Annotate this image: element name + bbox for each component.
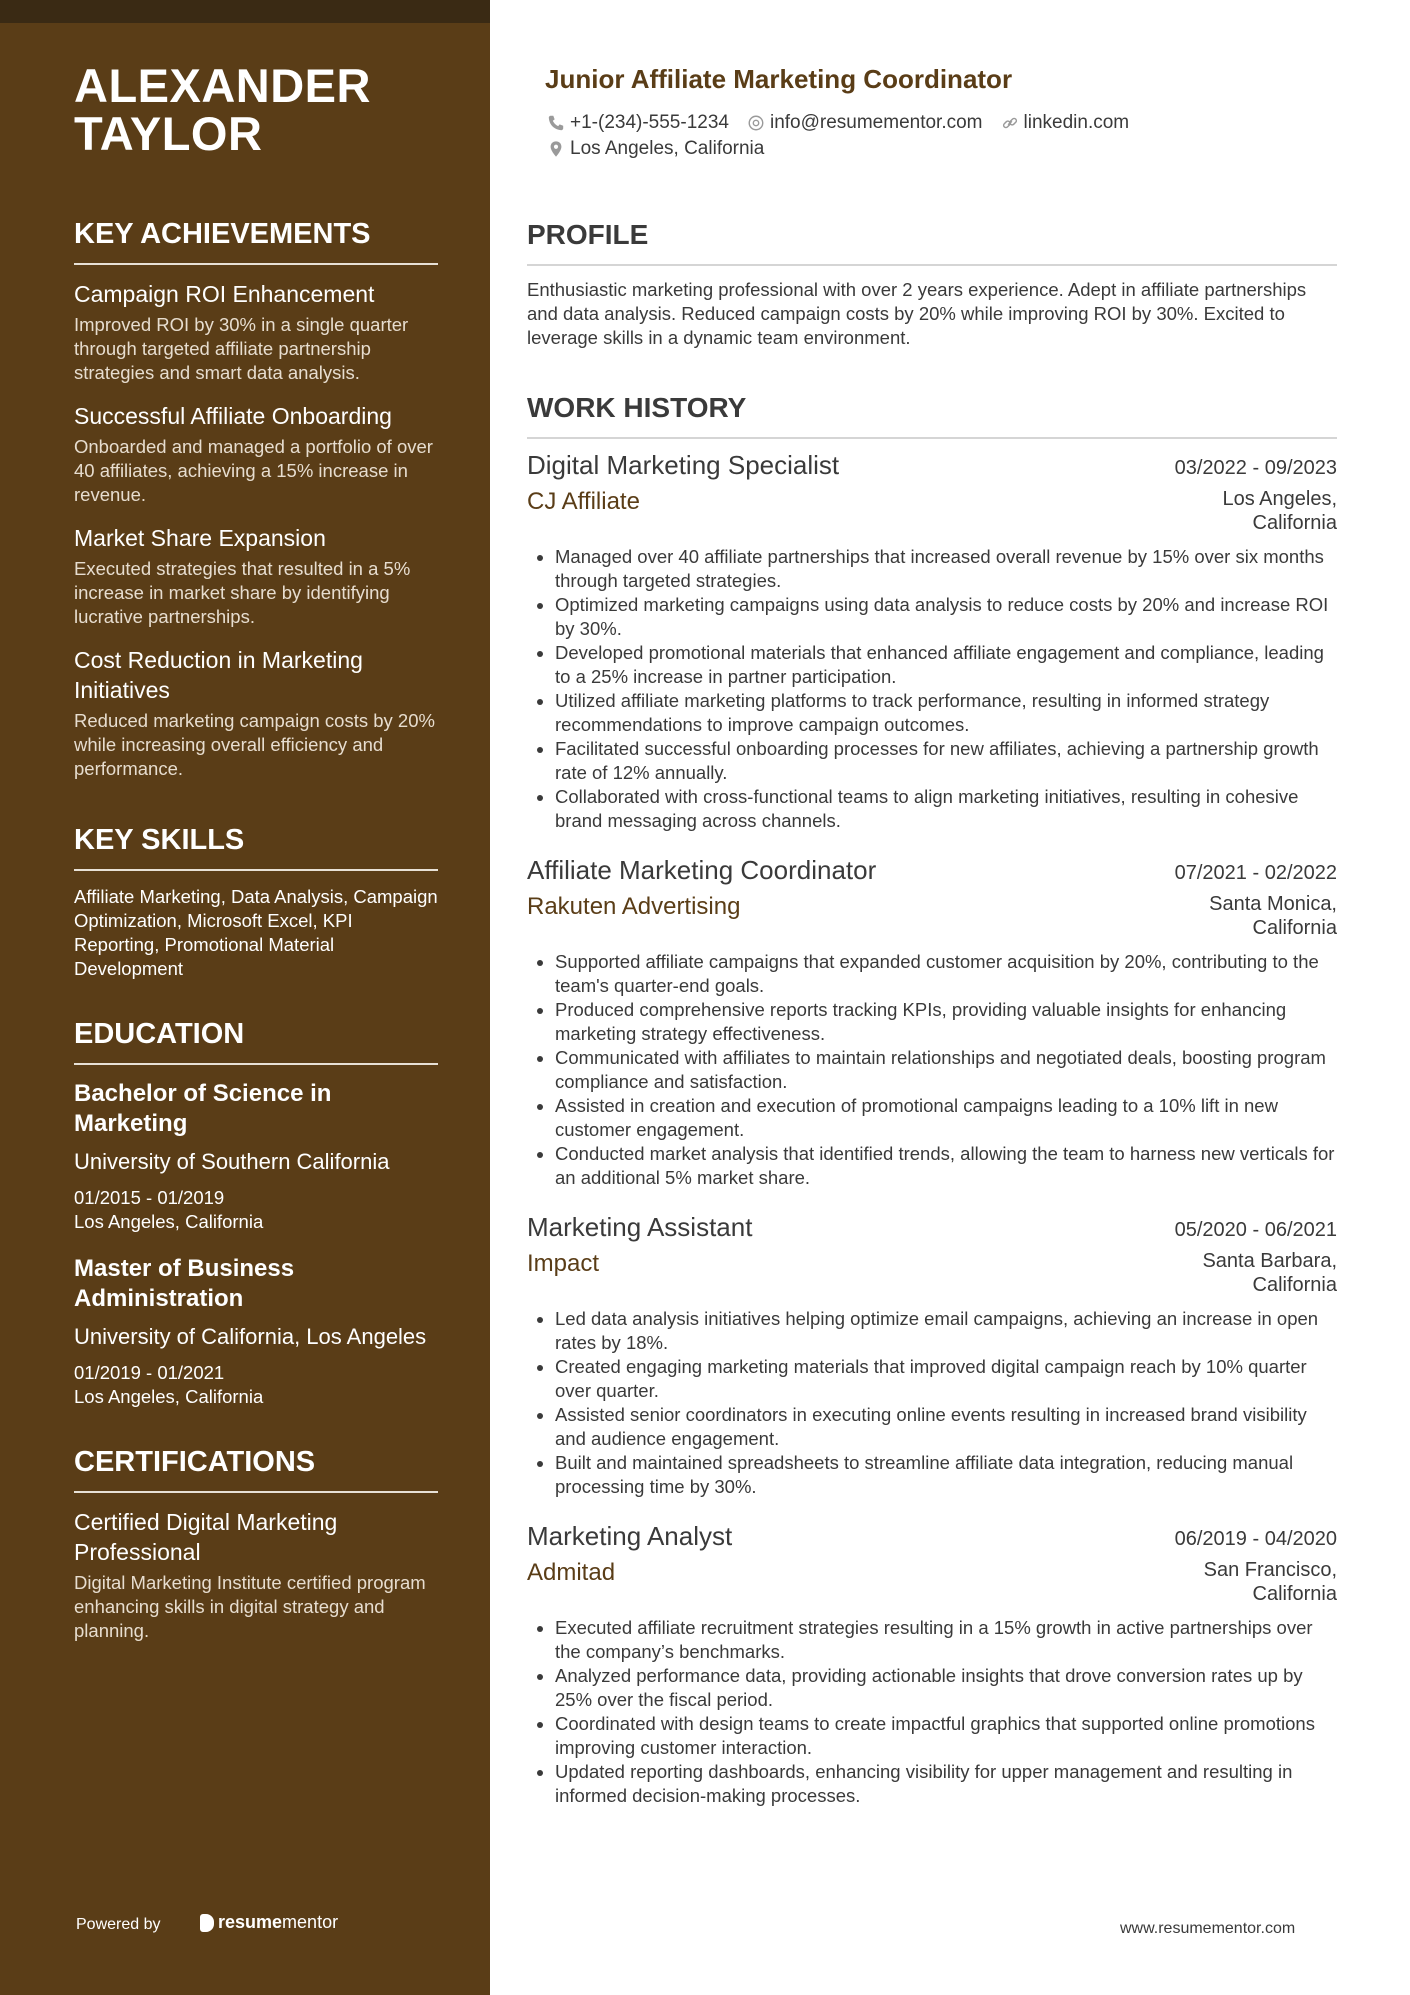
- achievement-desc: Improved ROI by 30% in a single quarter through targeted affiliate partnership strategies and smart data analysis.: [74, 314, 409, 383]
- education-location: Los Angeles, California: [74, 1211, 264, 1232]
- job-role: Marketing Analyst: [527, 1521, 733, 1551]
- job-location: Los Angeles, California: [1222, 488, 1337, 534]
- target-job-title: Junior Affiliate Marketing Coordinator: [545, 64, 1013, 94]
- resumementor-logo-icon: [200, 1914, 214, 1932]
- education-heading: EDUCATION: [74, 1017, 438, 1065]
- education-dates: 01/2015 - 01/2019: [74, 1187, 225, 1208]
- job-bullet: • Managed over 40 affiliate partnerships that increased overall revenue by 15% over six months through targeted strategies.: [555, 545, 1337, 593]
- contact-email[interactable]: [747, 112, 983, 134]
- education-degree: Bachelor of Science in Marketing: [74, 1080, 332, 1137]
- certification-desc: Digital Marketing Institute certified program enhancing skills in digital strategy and planning.: [74, 1572, 426, 1641]
- name-line-1: ALEXANDER: [74, 59, 371, 112]
- sidebar: [0, 0, 490, 1995]
- achievement-title: Market Share Expansion: [74, 525, 326, 551]
- work-history-heading: WORK HISTORY: [527, 391, 1337, 439]
- education-degree: Master of Business Administration: [74, 1255, 295, 1312]
- job-dates: 05/2020 - 06/2021: [1174, 1219, 1337, 1241]
- job-bullet: • Assisted senior coordinators in executing online events resulting in increased brand visibility and audience engagement.: [555, 1403, 1337, 1451]
- job-bullet: • Led data analysis initiatives helping optimize email campaigns, achieving an increase in open rates by 18%.: [555, 1307, 1337, 1355]
- company-name: Admitad: [527, 1559, 616, 1586]
- job-bullet: • Created engaging marketing materials that improved digital campaign reach by 10% quarter over quarter.: [555, 1355, 1337, 1403]
- job-location: San Francisco, California: [1203, 1559, 1337, 1605]
- achievement-title: Successful Affiliate Onboarding: [74, 403, 392, 429]
- job-dates: 06/2019 - 04/2020: [1174, 1528, 1337, 1550]
- name-line-2: TAYLOR: [74, 107, 263, 160]
- education-entry: [74, 1079, 438, 1234]
- brand-name-light: mentor: [282, 1912, 339, 1932]
- job-bullet: • Analyzed performance data, providing actionable insights that drove conversion rates up by 25% over the fiscal period.: [555, 1664, 1337, 1712]
- company-name: Impact: [527, 1250, 600, 1277]
- phone-text: +1-(234)-555-1234: [570, 112, 729, 133]
- profile-summary: Enthusiastic marketing professional with over 2 years experience. Adept in affiliate partnerships and data analysis. Reduced campaign costs by 20% while improving ROI by 30%. Excited to leverage skills in a dynamic team environment.: [527, 279, 1307, 348]
- job-bullet: • Conducted market analysis that identified trends, allowing the team to harness new verticals for an additional 5% market share.: [555, 1142, 1337, 1190]
- job-bullets: [527, 1307, 1337, 1499]
- job-bullets: [527, 545, 1337, 833]
- education-school: University of California, Los Angeles: [74, 1324, 427, 1349]
- job-bullet: • Supported affiliate campaigns that expanded customer acquisition by 20%, contributing to the team's quarter-end goals.: [555, 950, 1337, 998]
- job-bullet: • Produced comprehensive reports tracking KPIs, providing valuable insights for enhancing marketing strategy effectiveness.: [555, 998, 1337, 1046]
- email-text: info@resumementor.com: [769, 112, 983, 133]
- job-bullets: [527, 950, 1337, 1190]
- company-name: Rakuten Advertising: [527, 893, 741, 920]
- job-role: Digital Marketing Specialist: [527, 450, 840, 480]
- job-bullet: • Collaborated with cross-functional teams to align marketing initiatives, resulting in cohesive brand messaging across channels.: [555, 785, 1337, 833]
- achievement-desc: Executed strategies that resulted in a 5% increase in market share by identifying lucrative partnerships.: [74, 558, 411, 627]
- job-bullet: • Updated reporting dashboards, enhancing visibility for upper management and resulting in informed decision-making processes.: [555, 1760, 1337, 1808]
- certification-title: Certified Digital Marketing Professional: [74, 1509, 338, 1565]
- job-bullet: • Coordinated with design teams to create impactful graphics that supported online promotions improving customer interaction.: [555, 1712, 1337, 1760]
- company-name: CJ Affiliate: [527, 488, 640, 515]
- contact-row-1: [547, 112, 1147, 134]
- sidebar-content: [74, 59, 438, 1659]
- sidebar-top-strip: [0, 0, 490, 23]
- contact-phone[interactable]: [547, 112, 729, 134]
- brand-logo[interactable]: [200, 1912, 338, 1933]
- job-entry: [527, 854, 1337, 1190]
- achievements-heading: KEY ACHIEVEMENTS: [74, 217, 438, 265]
- website-link[interactable]: www.resumementor.com: [1120, 1920, 1296, 1937]
- job-location: Santa Barbara, California: [1202, 1250, 1337, 1296]
- achievement-desc: Onboarded and managed a portfolio of over 40 affiliates, achieving a 15% increase in revenue.: [74, 436, 433, 505]
- candidate-name: [74, 59, 438, 160]
- contact-location: [547, 138, 764, 160]
- job-role: Marketing Assistant: [527, 1212, 753, 1242]
- job-dates: 03/2022 - 09/2023: [1174, 457, 1337, 479]
- job-entry: [527, 449, 1337, 833]
- brand-name-bold: resume: [218, 1912, 283, 1932]
- job-dates: 07/2021 - 02/2022: [1174, 862, 1337, 884]
- at-icon: [747, 114, 765, 132]
- education-school: University of Southern California: [74, 1149, 390, 1174]
- job-bullet: • Assisted in creation and execution of promotional campaigns leading to a 10% lift in new customer engagement.: [555, 1094, 1337, 1142]
- job-entry: [527, 1520, 1337, 1808]
- job-bullet: • Communicated with affiliates to maintain relationships and negotiated deals, boosting program compliance and satisfaction.: [555, 1046, 1337, 1094]
- powered-by-label: Powered by: [76, 1916, 161, 1933]
- job-entry: [527, 1211, 1337, 1499]
- achievement-title: Campaign ROI Enhancement: [74, 281, 375, 307]
- phone-icon: [547, 114, 565, 132]
- job-role: Affiliate Marketing Coordinator: [527, 855, 877, 885]
- achievement-desc: Reduced marketing campaign costs by 20% while increasing overall efficiency and performance.: [74, 710, 435, 779]
- contact-linkedin[interactable]: [1001, 112, 1130, 134]
- skills-heading: KEY SKILLS: [74, 823, 438, 871]
- job-bullets: [527, 1616, 1337, 1808]
- skills-list: Affiliate Marketing, Data Analysis, Campaign Optimization, Microsoft Excel, KPI Reporting, Promotional Material Development: [74, 886, 438, 979]
- location-pin-icon: [547, 140, 565, 158]
- education-entry: [74, 1254, 438, 1409]
- job-bullet: • Executed affiliate recruitment strategies resulting in a 15% growth in active partnerships over the company’s benchmarks.: [555, 1616, 1337, 1664]
- contact-row-2: [547, 138, 782, 160]
- job-bullet: • Utilized affiliate marketing platforms to track performance, resulting in informed strategy recommendations to improve campaign outcomes.: [555, 689, 1337, 737]
- linkedin-text: linkedin.com: [1023, 112, 1130, 133]
- education-dates: 01/2019 - 01/2021: [74, 1362, 225, 1383]
- link-icon: [1001, 114, 1019, 132]
- profile-heading: PROFILE: [527, 218, 1337, 266]
- achievement-title: Cost Reduction in Marketing Initiatives: [74, 647, 363, 703]
- job-location: Santa Monica, California: [1209, 893, 1337, 939]
- job-bullet: • Facilitated successful onboarding processes for new affiliates, achieving a partnership growth rate of 12% annually.: [555, 737, 1337, 785]
- job-bullet: • Built and maintained spreadsheets to streamline affiliate data integration, reducing manual processing time by 30%.: [555, 1451, 1337, 1499]
- achievements-list: [74, 279, 438, 781]
- job-bullet: • Optimized marketing campaigns using data analysis to reduce costs by 20% and increase ROI by 30%.: [555, 593, 1337, 641]
- location-text: Los Angeles, California: [570, 138, 765, 159]
- job-bullet: • Developed promotional materials that enhanced affiliate engagement and compliance, leading to a 25% increase in partner participation.: [555, 641, 1337, 689]
- certifications-heading: CERTIFICATIONS: [74, 1445, 438, 1493]
- education-location: Los Angeles, California: [74, 1386, 264, 1407]
